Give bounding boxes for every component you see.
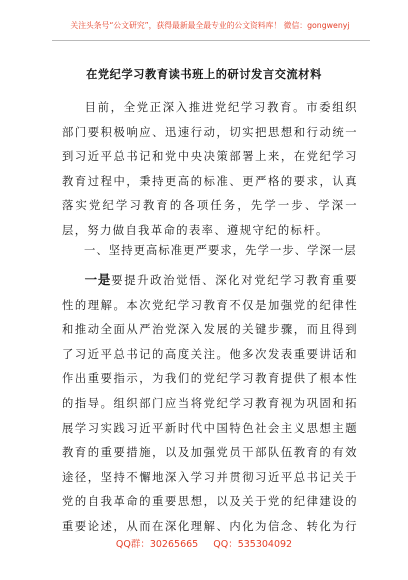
header-divider bbox=[52, 40, 370, 41]
footer-qq: QQ：535304092 bbox=[213, 539, 293, 550]
paragraph-section-1 bbox=[62, 268, 358, 536]
paragraph-body: 要提升政治觉悟、深化对党纪学习教育重要性的理解。本次党纪学习教育不仅是加强党的纪律性和推动全面从严治党深入发展的关键步骤，而且得到了习近平总书记的高度关注。他多次发表重要讲话和作出重要指示，为我们的党纪学习教育提供了根本性的指导。组织部门应当将党纪学习教育视为巩固和拓展学习实践习近平新时代中国特色社会主义思想主题教育的重要措施，以及加强党员干部队伍教育的有效途径，坚持不懈地深入学习并贯彻习近平总书记关于党的自我革命的重要思想，以及关于党的纪律建设的重要论述，从而在深化理解、内化为信念、转化为行 bbox=[62, 274, 358, 533]
footer-qq-group: QQ群：30265665 bbox=[115, 539, 199, 550]
paragraph-lead: 一是 bbox=[84, 272, 112, 287]
paragraph-intro: 目前，全党正深入推进党纪学习教育。市委组织部门要积极响应、迅速行动，切实把思想和行动统一到习近平总书记和党中央决策部署上来，在党纪学习教育过程中，秉持更高的标准、更严格的要求，认真落实党纪学习教育的各项任务，先学一步、学深一层，努力做自我革命的表率、遵规守纪的标杆。 bbox=[62, 101, 358, 237]
footer-contact bbox=[0, 536, 408, 550]
section-heading-1: 一、坚持更高标准更严要求，先学一步、学深一层 bbox=[84, 244, 357, 257]
header-banner: 关注头条号“公文研究”，获得最新最全最专业的公文资料库！ 微信：gongwenyj bbox=[70, 21, 350, 30]
document-title: 在党纪学习教育读书班上的研讨发言交流材料 bbox=[86, 67, 322, 81]
